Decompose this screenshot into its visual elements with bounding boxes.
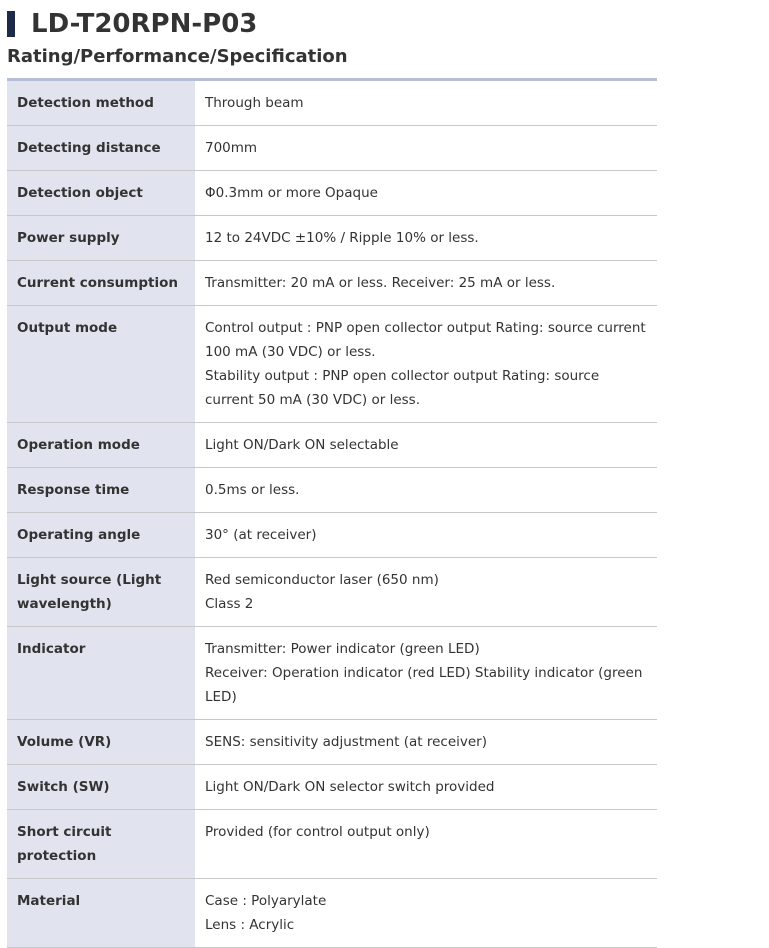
spec-value [195, 306, 657, 422]
spec-value-line: Receiver: Operation indicator (red LED) Stability indicator (green LED) [205, 665, 643, 705]
spec-value [195, 558, 657, 626]
spec-row [7, 627, 657, 720]
spec-value-line: Lens : Acrylic [205, 917, 295, 933]
spec-label: Detection method [7, 81, 195, 125]
spec-row [7, 423, 657, 468]
spec-label: Response time [7, 468, 195, 512]
spec-value-line: Φ0.3mm or more Opaque [205, 185, 378, 201]
spec-value-line: SENS: sensitivity adjustment (at receiver) [205, 734, 487, 750]
spec-value-line: Class 2 [205, 596, 254, 612]
spec-label: Material [7, 879, 195, 947]
spec-value [195, 810, 657, 878]
spec-label: Operating angle [7, 513, 195, 557]
spec-row [7, 171, 657, 216]
spec-value-line: Transmitter: Power indicator (green LED) [205, 641, 480, 657]
spec-value-line: Light ON/Dark ON selector switch provided [205, 779, 495, 795]
spec-label: Detecting distance [7, 126, 195, 170]
spec-row [7, 216, 657, 261]
spec-value-line: Transmitter: 20 mA or less. Receiver: 25 mA or less. [205, 275, 556, 291]
page-title: LD-T20RPN-P03 [31, 9, 258, 39]
spec-value [195, 627, 657, 719]
spec-label: Current consumption [7, 261, 195, 305]
spec-value [195, 765, 657, 809]
spec-row [7, 765, 657, 810]
spec-row [7, 879, 657, 948]
spec-label: Indicator [7, 627, 195, 719]
spec-label: Power supply [7, 216, 195, 260]
spec-value [195, 81, 657, 125]
spec-label: Operation mode [7, 423, 195, 467]
spec-label: Detection object [7, 171, 195, 215]
spec-label: Switch (SW) [7, 765, 195, 809]
spec-value-line: 30° (at receiver) [205, 527, 317, 543]
spec-value [195, 879, 657, 947]
spec-value [195, 261, 657, 305]
spec-row [7, 720, 657, 765]
spec-row [7, 810, 657, 879]
spec-row [7, 261, 657, 306]
spec-label: Light source (Light wavelength) [7, 558, 195, 626]
spec-label: Volume (VR) [7, 720, 195, 764]
spec-value [195, 468, 657, 512]
spec-row [7, 306, 657, 423]
spec-value-line: 0.5ms or less. [205, 482, 300, 498]
spec-value-line: Control output : PNP open collector output Rating: source current 100 mA (30 VDC) or less. [205, 320, 646, 360]
spec-value [195, 126, 657, 170]
spec-value-line: Case : Polyarylate [205, 893, 327, 909]
spec-value [195, 423, 657, 467]
spec-value [195, 171, 657, 215]
spec-row [7, 126, 657, 171]
spec-row [7, 513, 657, 558]
spec-value-line: 12 to 24VDC ±10% / Ripple 10% or less. [205, 230, 479, 246]
spec-row [7, 558, 657, 627]
spec-value [195, 513, 657, 557]
spec-value-line: Provided (for control output only) [205, 824, 430, 840]
spec-row [7, 468, 657, 513]
spec-value-line: Stability output : PNP open collector output Rating: source current 50 mA (30 VDC) or less. [205, 368, 600, 408]
spec-label: Output mode [7, 306, 195, 422]
spec-value-line: Red semiconductor laser (650 nm) [205, 572, 439, 588]
spec-table [7, 78, 657, 948]
spec-value-line: Light ON/Dark ON selectable [205, 437, 399, 453]
spec-row [7, 81, 657, 126]
page-title-bar [7, 9, 257, 39]
section-heading: Rating/Performance/Specification [7, 46, 348, 67]
spec-value [195, 216, 657, 260]
spec-value-line: 700mm [205, 140, 258, 156]
spec-value-line: Through beam [205, 95, 304, 111]
spec-value [195, 720, 657, 764]
title-marker [7, 11, 15, 37]
spec-label: Short circuit protection [7, 810, 195, 878]
